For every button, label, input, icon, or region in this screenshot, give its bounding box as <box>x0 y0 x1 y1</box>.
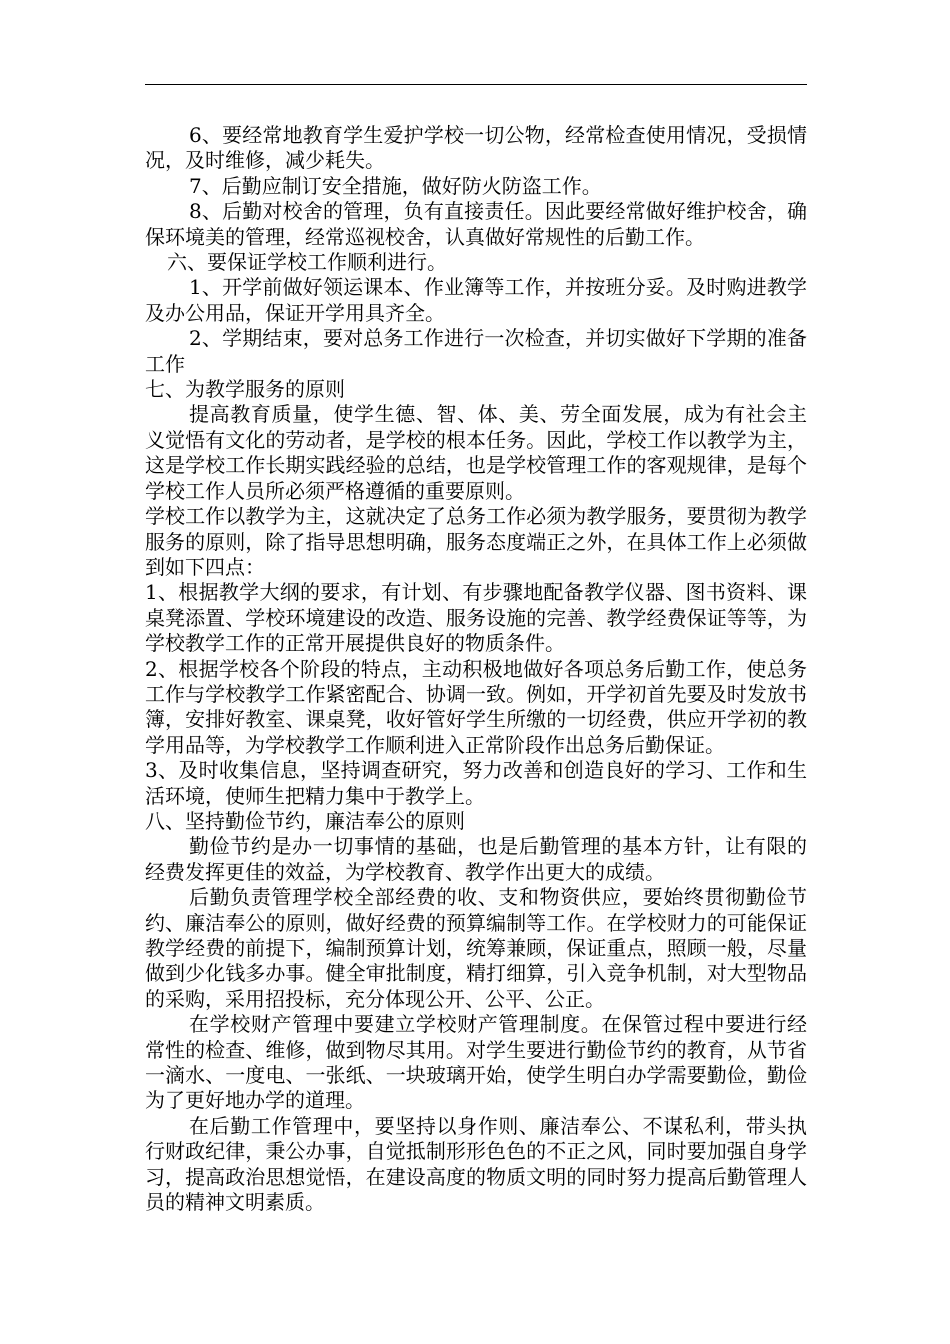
paragraph: 在学校财产管理中要建立学校财产管理制度。在保管过程中要进行经常性的检查、维修，做到物尽其用。对学生要进行勤俭节约的教育，从节省一滴水、一度电、一张纸、一块玻璃开始，使学生明白办学需要勤俭，勤俭为了更好地办学的道理。 <box>145 1012 807 1113</box>
header-rule <box>145 84 807 85</box>
list-item: 2、根据学校各个阶段的特点，主动积极地做好各项总务后勤工作，使总务工作与学校教学工作紧密配合、协调一致。例如，开学初首先要及时发放书簿，安排好教室、课桌凳，收好管好学生所缴的一切经费，供应开学初的教学用品等，为学校教学工作顺利进入正常阶段作出总务后勤保证。 <box>145 656 807 757</box>
paragraph: 学校工作以教学为主，这就决定了总务工作必须为教学服务，要贯彻为教学服务的原则，除了指导思想明确，服务态度端正之外，在具体工作上必须做到如下四点： <box>145 504 807 579</box>
paragraph: 在后勤工作管理中，要坚持以身作则、廉洁奉公、不谋私利，带头执行财政纪律，秉公办事，自觉抵制形形色色的不正之风，同时要加强自身学习，提高政治思想觉悟，在建设高度的物质文明的同时努力提高后勤管理人员的精神文明素质。 <box>145 1113 807 1215</box>
section-heading: 八、坚持勤俭节约，廉洁奉公的原则 <box>145 808 465 833</box>
paragraph: 提高教育质量，使学生德、智、体、美、劳全面发展，成为有社会主义觉悟有文化的劳动者，是学校的根本任务。因此，学校工作以教学为主，这是学校工作长期实践经验的总结，也是学校管理工作的客观规律，是每个学校工作人员所必须严格遵循的重要原则。 <box>145 402 807 503</box>
paragraph: 6、要经常地教育学生爱护学校一切公物，经常检查使用情况，受损情况，及时维修，减少耗失。 <box>145 123 807 173</box>
document-body <box>145 123 807 1215</box>
list-item: 3、及时收集信息，坚持调查研究，努力改善和创造良好的学习、工作和生活环境，使师生把精力集中于教学上。 <box>145 758 807 808</box>
list-item: 1、根据教学大纲的要求，有计划、有步骤地配备教学仪器、图书资料、课桌凳添置、学校环境建设的改造、服务设施的完善、教学经费保证等等，为学校教学工作的正常开展提供良好的物质条件。 <box>145 580 807 656</box>
paragraph: 勤俭节约是办一切事情的基础，也是后勤管理的基本方针，让有限的经费发挥更佳的效益，为学校教育、教学作出更大的成绩。 <box>145 834 807 884</box>
paragraph: 8、后勤对校舍的管理，负有直接责任。因此要经常做好维护校舍，确保环境美的管理，经常巡视校舍，认真做好常规性的后勤工作。 <box>145 199 807 249</box>
paragraph: 7、后勤应制订安全措施，做好防火防盗工作。 <box>189 173 602 198</box>
paragraph: 1、开学前做好领运课本、作业簿等工作，并按班分妥。及时购进教学及办公用品，保证开学用具齐全。 <box>145 275 807 325</box>
paragraph: 后勤负责管理学校全部经费的收、支和物资供应，要始终贯彻勤俭节约、廉洁奉公的原则，做好经费的预算编制等工作。在学校财力的可能保证教学经费的前提下，编制预算计划，统筹兼顾，保证重点，照顾一般，尽量做到少化钱多办事。健全审批制度，精打细算，引入竞争机制，对大型物品的采购，采用招投标，充分体现公开、公平、公正。 <box>145 885 807 1011</box>
section-heading: 六、要保证学校工作顺利进行。 <box>167 250 447 275</box>
section-heading: 七、为教学服务的原则 <box>145 377 345 402</box>
paragraph: 2、学期结束，要对总务工作进行一次检查，并切实做好下学期的准备工作 <box>145 326 807 376</box>
